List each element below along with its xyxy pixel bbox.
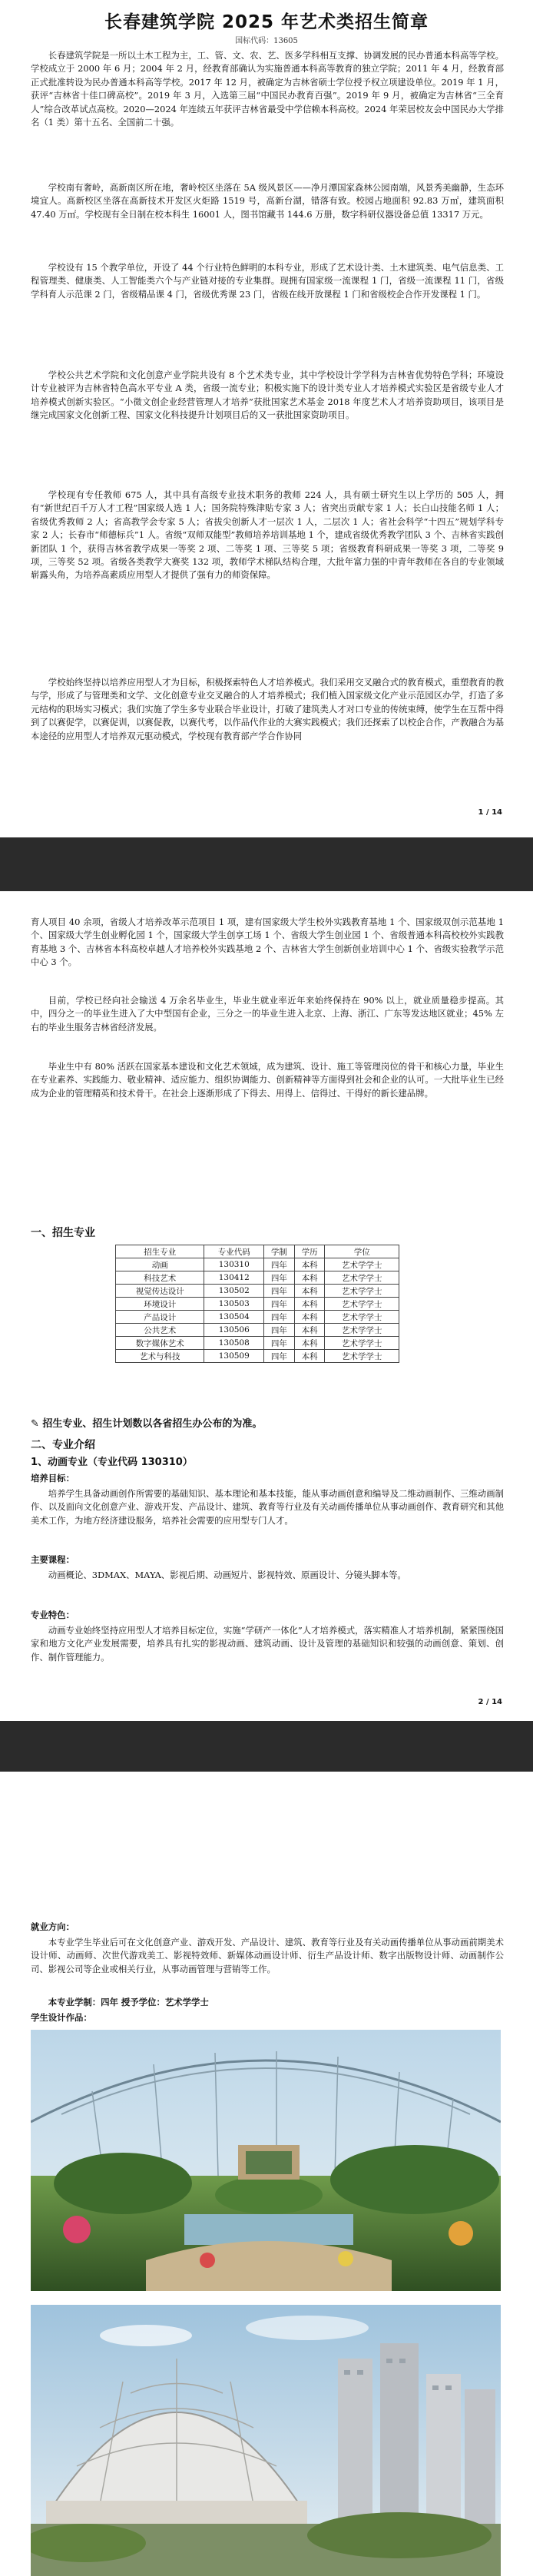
art-college-paragraph: 学校公共艺术学院和文化创意产业学院共设有 8 个艺术类专业，其中学校设计学学科为吉林省优势特色学科；环境设计专业被评为吉林省特色高水平专业 A 类，省级一流专业；积极实施下的设计类专业人才培养模式实验区是省级专业人才培养模式创新实验区。“小微文创企业经营管理人才培养”获批国家艺术基金 2018 年度艺术人才培养资助项目，该项目是继完成国家文化创新工程、国家文化科技提升计划项目后的又一获批国家资助项目。 [31,370,504,421]
table-cell: 本科 [294,1285,325,1298]
table-header-row [116,1245,399,1258]
national-code: 国标代码：13605 [235,37,298,45]
table-cell: 130506 [204,1324,264,1337]
table-cell: 130310 [204,1258,264,1271]
major-animation-title: 1、动画专业（专业代码 130310） [31,1457,193,1468]
table-cell: 艺术学学士 [325,1350,399,1363]
table-header-cell: 招生专业 [116,1245,204,1258]
graduates-paragraph: 毕业生中有 80% 活跃在国家基本建设和文化艺术领域，成为建筑、设计、施工等管理岗位的骨干和核心力量，毕业生在专业素养、实践能力、敬业精神、适应能力、组织协调能力、创新精神等方面得到社会和企业的认可。一大批毕业生已经成为企业的管理精英和技术骨干。在社会上逐渐形成了下得去、用得上、信得过、干得好的新长建品牌。 [31,1061,504,1099]
table-header-cell: 专业代码 [204,1245,264,1258]
table-cell: 艺术学学士 [325,1311,399,1324]
table-cell: 本科 [294,1298,325,1311]
intro-paragraph: 长春建筑学院是一所以土木工程为主，工、管、文、农、艺、医多学科相互支撑、协调发展的民办普通本科高等学校。学校成立于 2000 年 6 月；2004 年 2 月，经教育部确认为实施普通本科高等教育的独立学院；2011 年 4 月，经教育部正式批准转设为民办普通本科高等学校。2017 年 12 月，被确定为吉林省硕士学位授予权立项建设单位。2019 年 1 月，获评“吉林省十佳口碑高校”。2019 年 3 月，入选第三届“中国民办教育百强”。2019 年 9 月，被确定为吉林省“三全育人”综合改革试点高校。2020—2024 年连续五年获评吉林省最受中学信赖本科高校。2024 年荣居校友会中国民办大学排名（1 类）第十五名、全国前二十强。 [31,50,504,128]
table-cell: 四年 [264,1350,295,1363]
goal-text: 培养学生具备动画创作所需要的基础知识、基本理论和基本技能，能从事动画创意和编导及二维动画制作、三维动画制作、以及面向文化创意产业、游戏开发、产品设计、建筑、教育等行业及有关动画传播单位从事动画创作、教育研究和其他美术工作，为地方经济建设服务，培养社会需要的应用型专门人才。 [31,1488,504,1526]
table-cell: 本科 [294,1311,325,1324]
table-cell: 动画 [116,1258,204,1271]
feature-label: 专业特色： [31,1610,74,1620]
table-cell: 130504 [204,1311,264,1324]
career-text: 本专业学生毕业后可在文化创意产业、游戏开发、产品设计、建筑、教育等行业及有关动画传播单位从事动画前期美术设计师、动画师、次世代游戏美工、影视特效师、新媒体动画设计师、衍生产品设计师、数字出版物设计师、动画制作公司、影视公司等企业或相关行业，从事动画管理与营销等工作。 [31,1937,504,1974]
page-gap [0,1721,533,1772]
table-cell: 视觉传达设计 [116,1285,204,1298]
table-cell: 艺术学学士 [325,1324,399,1337]
career-label: 就业方向： [31,1921,74,1932]
table-row [116,1350,399,1363]
table-cell: 四年 [264,1337,295,1350]
student-work-dome-image [31,2305,501,2576]
table-cell: 130508 [204,1337,264,1350]
table-cell: 艺术学学士 [325,1337,399,1350]
table-row [116,1337,399,1350]
page-number: 1 / 14 [478,808,502,817]
practice-base-paragraph: 育人项目 40 余项，省级人才培养改革示范项目 1 项，建有国家级大学生校外实践教育基地 1 个、国家级双创示范基地 1 个、国家级大学生创业孵化园 1 个，国家级大学生创享工场 1 个、省级大学生创业园 1 个、省级普通本科高校校外实践教育基地 3 个、吉林省本科高校卓越人才培养校外实践基地 2 个、吉林省大学生创新创业培训中心 1 个、省级实验教学示范中心 3 个。 [31,917,504,968]
table-cell: 本科 [294,1350,325,1363]
table-cell: 艺术学学士 [325,1298,399,1311]
table-header-cell: 学历 [294,1245,325,1258]
teaching-mode-paragraph: 学校始终坚持以培养应用型人才为目标，积极探索特色人才培养模式。我们采用交叉融合式的教育模式，重塑教育的教与学，形成了与管理类和文学、文化创意专业交叉融合的人才培养模式；我们植入国家级文化产业示范园区办学，打造了多元结构的职场实习模式；我们实施了学生多专业联合毕业设计，打破了建筑类人才对口专业的传统束缚，使学生在互帮中得到了以赛促学，以赛促训，以赛促教，以赛代考，以作品代作业的大赛实践模式；我们还探索了以校企合作，产教融合为基本途径的应用型人才培养双元驱动模式，学校现有教育部产学合作协同 [31,677,504,741]
table-cell: 四年 [264,1285,295,1298]
goal-label: 培养目标： [31,1473,74,1484]
page-number: 2 / 14 [478,1698,502,1706]
discipline-paragraph: 学校设有 15 个教学单位，开设了 44 个行业特色鲜明的本科专业，形成了艺术设计类、土木建筑类、电气信息类、工程管理类、健康类、人工智能类六个与产业链对接的专业集群。现拥有国家级一流课程 1 门，省级一流课程 11 门，省级学科育人示范课 2 门，省级精品课 4 门，省级优秀课 23 门，省级在线开放课程 1 门和省级校企合作开发课程 1 门。 [31,262,504,300]
majors-table [115,1245,399,1363]
table-cell: 环境设计 [116,1298,204,1311]
table-cell: 本科 [294,1337,325,1350]
table-header-cell: 学制 [264,1245,295,1258]
faculty-paragraph: 学校现有专任教师 675 人，其中具有高级专业技术职务的教师 224 人，具有硕士研究生以上学历的 505 人，拥有“新世纪百千万人才工程”国家级人选 1 人；国务院特殊津贴专家 3 人；省突出贡献专家 1 人；长白山技能名师 1 人；省级优秀教师 2 人；省高教学会专家 5 人；省拔尖创新人才一层次 1 人，二层次 1 人；省社会科学“十四五”规划学科专家 2 人；长春市“师德标兵”1 人。省级“双师双能型”教师培养培训基地 1 个，建成省级优秀教学团队 3 个、吉林省实践创新团队 1 个，获得吉林省教学成果一等奖 2 项、二等奖 1 项、三等奖 5 项；省级教育科研成果一等奖 3 项，二等奖 9 项，三等奖 52 项。省级各类教学大赛奖 132 项，教师学术梯队结构合理，大批年富力强的中青年教师在各自的专业领域崭露头角，为培养高素质应用型人才提供了强有力的师资保障。 [31,489,504,581]
student-work-garden-image [31,2030,501,2291]
table-cell: 科技艺术 [116,1271,204,1285]
table-cell: 四年 [264,1271,295,1285]
table-cell: 四年 [264,1324,295,1337]
enrollment-note: ✎ 招生专业、招生计划数以各省招生办公布的为准。 [31,1418,263,1430]
courses-label: 主要课程： [31,1554,74,1565]
table-row [116,1285,399,1298]
table-cell: 艺术与科技 [116,1350,204,1363]
table-cell: 四年 [264,1258,295,1271]
table-cell: 本科 [294,1258,325,1271]
duration-line: 本专业学制：四年 授予学位：艺术学学士 [48,1997,209,2007]
table-header-cell: 学位 [325,1245,399,1258]
section-enrollment-title: 一、招生专业 [31,1227,95,1239]
table-cell: 数字媒体艺术 [116,1337,204,1350]
table-cell: 130412 [204,1271,264,1285]
employment-paragraph: 目前，学校已经向社会输送 4 万余名毕业生，毕业生就业率近年来始终保持在 90% 以上，就业质量稳步提高。其中，四分之一的毕业生进入了大中型国有企业，三分之一的毕业生进入北京、上海、浙江、广东等发达地区就业；45% 左右的毕业生服务吉林省经济发展。 [31,995,504,1033]
table-cell: 130502 [204,1285,264,1298]
table-row [116,1324,399,1337]
feature-text: 动画专业始终坚持应用型人才培养目标定位，实施“学研产一体化”人才培养模式，落实精准人才培养机制，紧紧围绕国家和地方文化产业发展需要，培养具有扎实的影视动画、建筑动画、设计及管理的基础知识和较强的动画创意、策划、创作、制作管理能力。 [31,1625,504,1663]
document-title: 长春建筑学院 2025 年艺术类招生简章 [104,12,429,32]
table-row [116,1271,399,1285]
page-1 [0,0,533,837]
table-row [116,1311,399,1324]
gallery-label: 学生设计作品： [31,2012,92,2023]
table-cell: 130509 [204,1350,264,1363]
table-row [116,1258,399,1271]
table-cell: 产品设计 [116,1311,204,1324]
table-cell: 本科 [294,1324,325,1337]
table-cell: 四年 [264,1298,295,1311]
table-cell: 四年 [264,1311,295,1324]
table-row [116,1298,399,1311]
courses-text: 动画概论、3DMAX、MAYA、影视后期、动画短片、影视特效、原画设计、分镜头脚本等。 [48,1570,406,1580]
table-cell: 本科 [294,1271,325,1285]
table-cell: 艺术学学士 [325,1285,399,1298]
page-gap [0,837,533,891]
table-cell: 130503 [204,1298,264,1311]
section-major-intro-title: 二、专业介绍 [31,1439,95,1451]
table-cell: 公共艺术 [116,1324,204,1337]
campus-paragraph: 学校南有奢岭，高新南区所在地，奢岭校区坐落在 5A 级风景区——净月潭国家森林公园南端，风景秀美幽静，生态环境宜人。高新校区坐落在高新技术开发区火炬路 1519 号，高新台湖，错落有致。校园占地面积 92.83 万㎡，建筑面积 47.40 万㎡。学校现有全日制在校本科生 16001 人，图书馆藏书 144.6 万册，数字科研仪器设备总值 13317 万元。 [31,182,504,220]
table-cell: 艺术学学士 [325,1271,399,1285]
table-cell: 艺术学学士 [325,1258,399,1271]
